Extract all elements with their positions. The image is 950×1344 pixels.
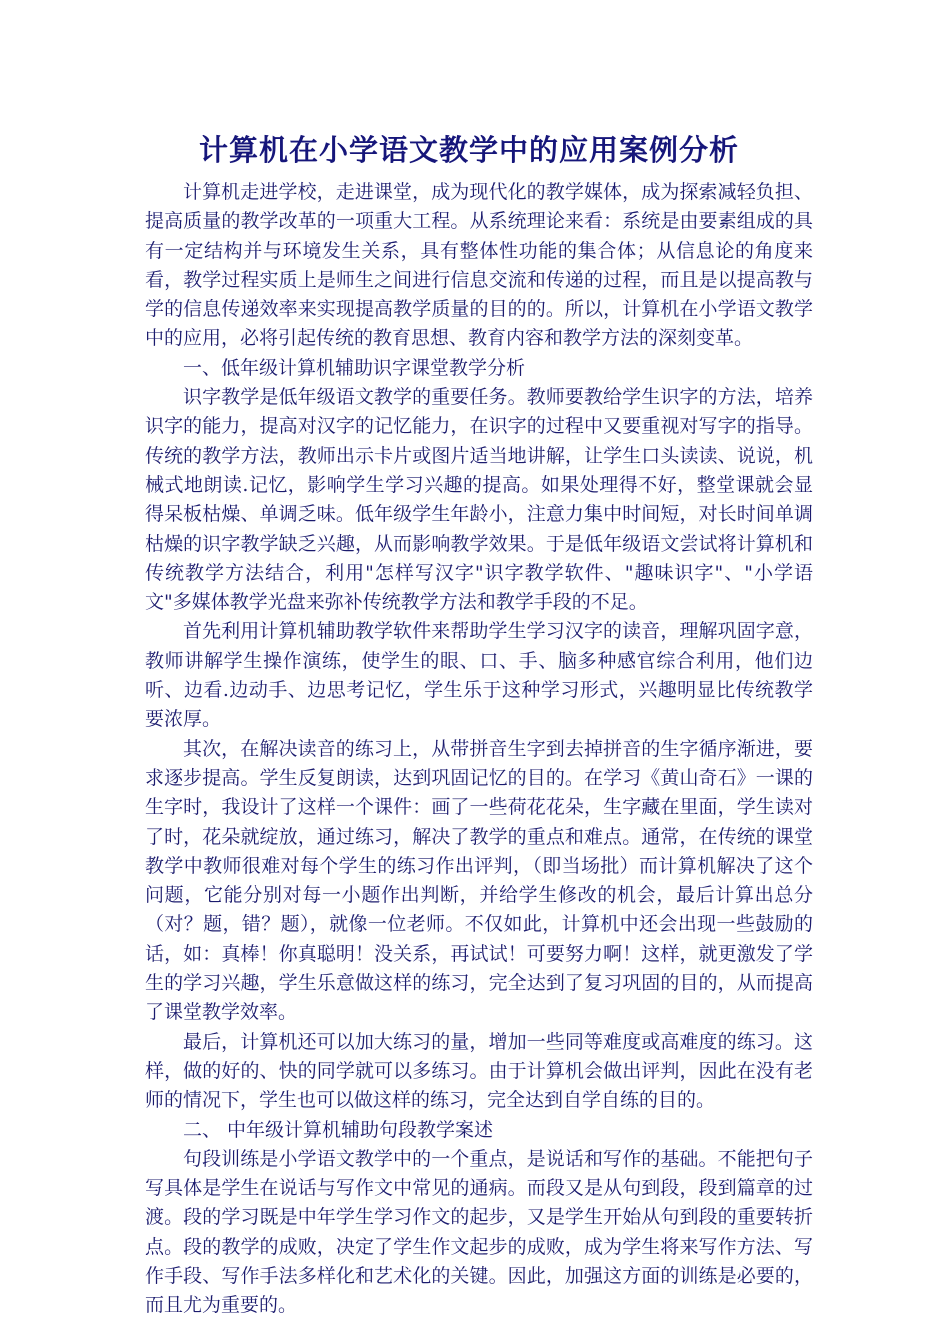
document-page	[145, 130, 813, 1321]
body-paragraph: 首先利用计算机辅助教学软件来帮助学生学习汉字的读音，理解巩固字意，教师讲解学生操作演练，使学生的眼、口、手、脑多种感官综合利用，他们边听、边看.边动手、边思考记忆，学生乐于这种学习形式，兴趣明显比传统教学要浓厚。	[145, 620, 813, 731]
document-title: 计算机在小学语文教学中的应用案例分析	[198, 133, 739, 167]
body-paragraph: 句段训练是小学语文教学中的一个重点，是说话和写作的基础。不能把句子写具体是学生在说话与写作文中常见的通病。而段又是从句到段，段到篇章的过渡。段的学习既是中年学生学习作文的起步，又是学生开始从句到段的重要转折点。段的教学的成败，决定了学生作文起步的成败，成为学生将来写作方法、写作手段、写作手法多样化和艺术化的关键。因此，加强这方面的训练是必要的，而且尤为重要的。	[145, 1147, 813, 1317]
section-heading-2: 二、 中年级计算机辅助句段教学案述	[183, 1118, 494, 1141]
body-paragraph: 识字教学是低年级语文教学的重要任务。教师要教给学生识字的方法，培养识字的能力，提高对汉字的记忆能力，在识字的过程中又要重视对写字的指导。传统的教学方法，教师出示卡片或图片适当地讲解，让学生口头读读、说说，机械式地朗读.记忆，影响学生学习兴趣的提高。如果处理得不好，整堂课就会显得呆板枯燥、单调乏味。低年级学生年龄小，注意力集中时间短，对长时间单调枯燥的识字教学缺乏兴趣，从而影响教学效果。于是低年级语文尝试将计算机和传统教学方法结合，利用"怎样写汉字"识字教学软件、"趣味识字"、"小学语文"多媒体教学光盘来弥补传统教学方法和教学手段的不足。	[145, 386, 813, 614]
body-paragraph: 最后，计算机还可以加大练习的量，增加一些同等难度或高难度的练习。这样，做的好的、快的同学就可以多练习。由于计算机会做出评判，因此在没有老师的情况下，学生也可以做这样的练习，完全达到自学自练的目的。	[145, 1030, 813, 1112]
section-heading-1: 一、低年级计算机辅助识字课堂教学分析	[183, 356, 526, 379]
body-paragraph: 其次，在解决读音的练习上，从带拼音生字到去掉拼音的生字循序渐进，要求逐步提高。学生反复朗读，达到巩固记忆的目的。在学习《黄山奇石》一课的生字时，我设计了这样一个课件：画了一些荷花花朵，生字藏在里面，学生读对了时，花朵就绽放，通过练习，解决了教学的重点和难点。通常，在传统的课堂教学中教师很难对每个学生的练习作出评判，（即当场批）而计算机解决了这个问题，它能分别对每一小题作出判断，并给学生修改的机会，最后计算出总分（对？题，错？题），就像一位老师。不仅如此，计算机中还会出现一些鼓励的话，如：真棒！你真聪明！没关系，再试试！可要努力啊！这样，就更激发了学生的学习兴趣，学生乐意做这样的练习，完全达到了复习巩固的目的，从而提高了课堂教学效率。	[145, 737, 813, 1024]
intro-paragraph: 计算机走进学校，走进课堂，成为现代化的教学媒体，成为探索减轻负担、提高质量的教学改革的一项重大工程。从系统理论来看：系统是由要素组成的具有一定结构并与环境发生关系，具有整体性功能的集合体；从信息论的角度来看，教学过程实质上是师生之间进行信息交流和传递的过程，而且是以提高教与学的信息传递效率来实现提高教学质量的目的的。所以，计算机在小学语文教学中的应用，必将引起传统的教育思想、教育内容和教学方法的深刻变革。	[145, 181, 813, 350]
